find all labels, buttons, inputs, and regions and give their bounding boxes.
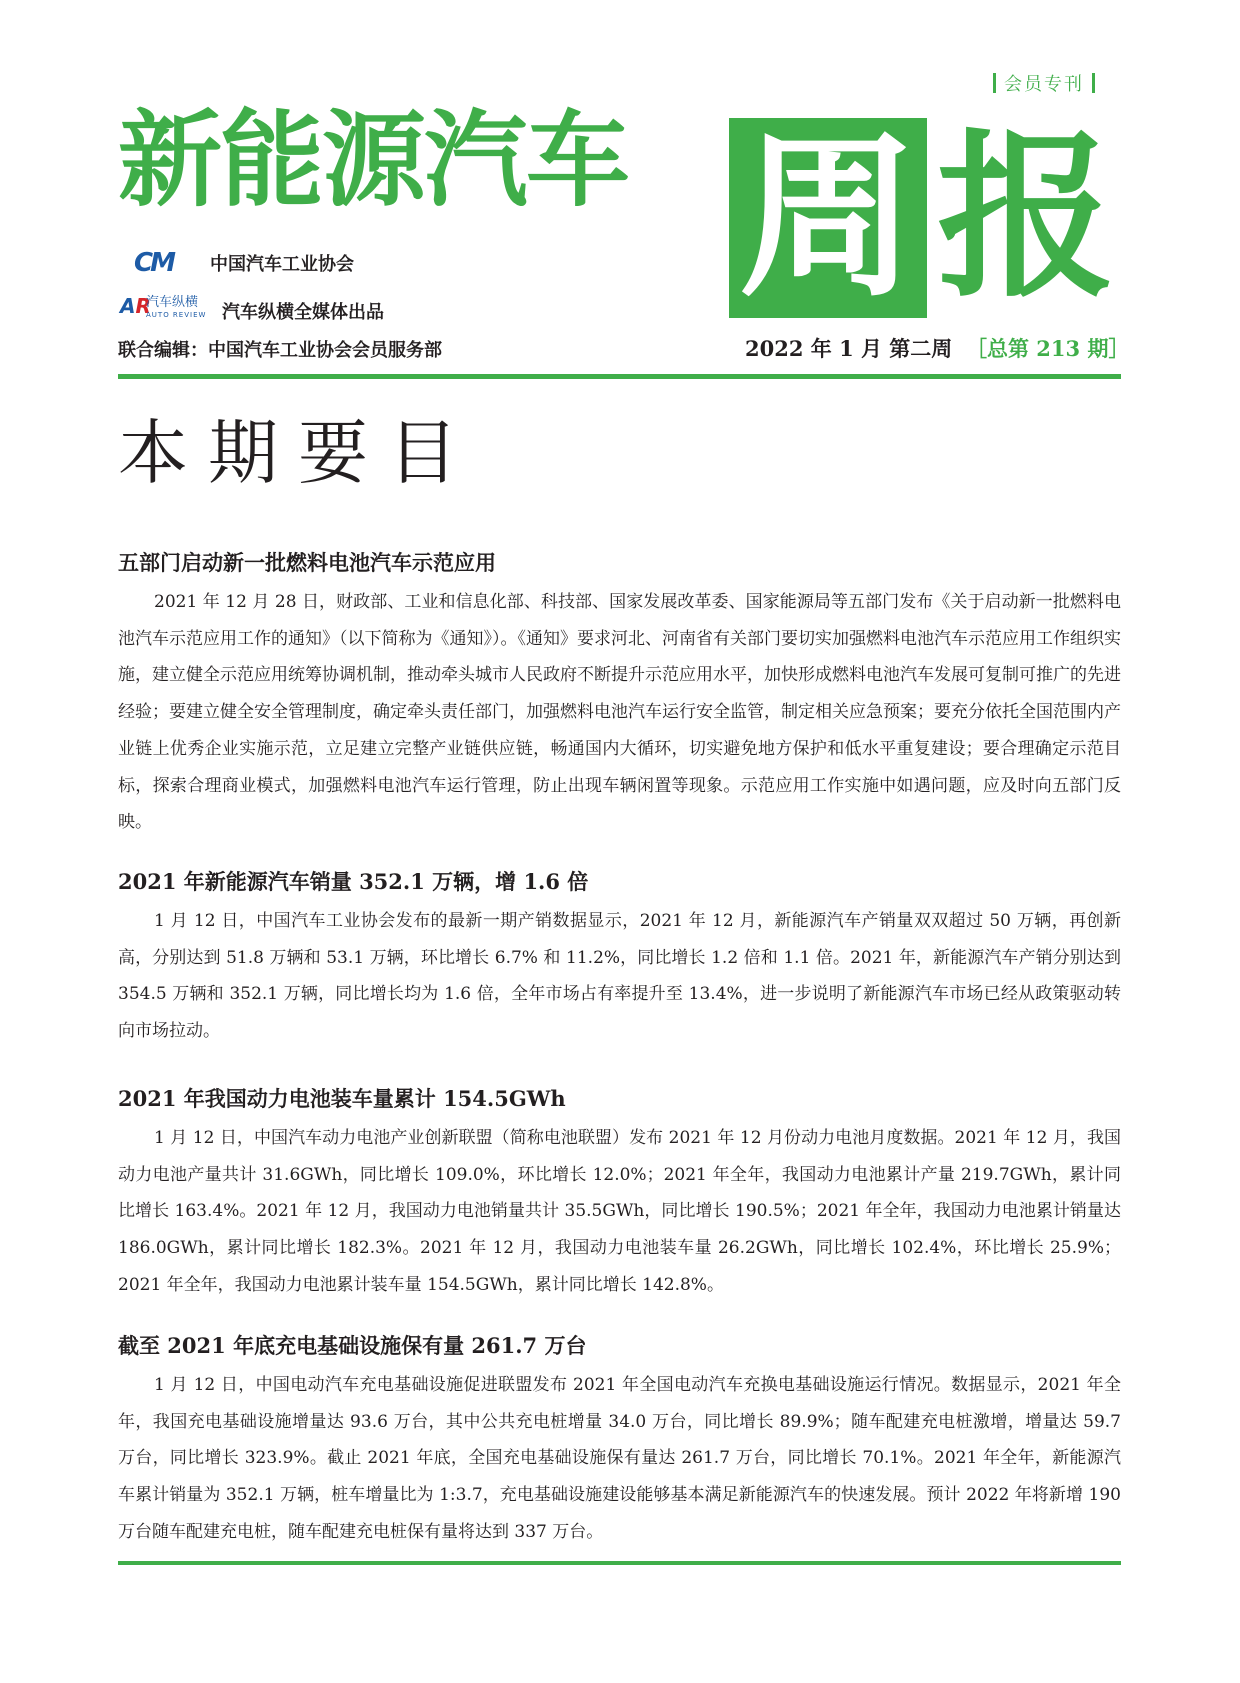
- member-edition-tag: [985, 70, 1103, 96]
- auto-review-logo-en: AUTO REVIEW: [146, 311, 207, 319]
- weekly-banner: [729, 118, 1125, 318]
- article-title: 2021 年新能源汽车销量 352.1 万辆，增 1.6 倍: [118, 869, 589, 894]
- auto-review-logo-cn: 汽车纵横: [146, 295, 199, 310]
- footer-divider: [118, 1561, 1121, 1565]
- article-power-battery: [118, 1084, 1121, 1304]
- joint-editor: 联合编辑：中国汽车工业协会会员服务部: [118, 340, 442, 361]
- tag-bar-left: [993, 73, 996, 93]
- article-body: 1 月 12 日，中国汽车工业协会发布的最新一期产销数据显示，2021 年 12 月，新能源汽车产销量双双超过 50 万辆，再创新高，分别达到 51.8 万辆和 53.1 万辆，环比增长 6.7% 和 11.2%，同比增长 1.2 倍和 1.1 倍。2021 年，新能源汽车产销分别达到 354.5 万辆和 352.1 万辆，同比增长均为 1.6 倍，全年市场占有率提升至 13.4%，进一步说明了新能源汽车市场已经从政策驱动转向市场拉动。: [118, 911, 1121, 1042]
- issue-number: ［总第 213 期］: [966, 336, 1130, 361]
- article-charging-infra: [118, 1331, 1121, 1551]
- section-title: 本期要目: [118, 412, 478, 494]
- newsletter-title: 新能源汽车: [118, 99, 629, 221]
- org-auto-review: 汽车纵横全媒体出品: [222, 302, 384, 323]
- caam-logo-icon: CM: [134, 248, 173, 278]
- weekly-char-zhou: 周: [739, 118, 917, 318]
- article-title: 2021 年我国动力电池装车量累计 154.5GWh: [118, 1086, 566, 1111]
- header-divider: [118, 374, 1121, 379]
- auto-review-logo-icon: [120, 296, 220, 320]
- org-caam: 中国汽车工业协会: [210, 254, 354, 275]
- member-edition-label: 会员专刊: [1004, 74, 1084, 95]
- weekly-char-bao: 报: [927, 118, 1125, 318]
- auto-review-mark: AR: [120, 294, 151, 318]
- issue-date: 2022 年 1 月 第二周: [745, 336, 953, 361]
- article-title: 截至 2021 年底充电基础设施保有量 261.7 万台: [118, 1333, 587, 1358]
- article-body: 1 月 12 日，中国汽车动力电池产业创新联盟（简称电池联盟）发布 2021 年 12 月份动力电池月度数据。2021 年 12 月，我国动力电池产量共计 31.6GWh，同比增长 109.0%，环比增长 12.0%；2021 年全年，我国动力电池累计产量 219.7GWh，累计同比增长 163.4%。2021 年 12 月，我国动力电池销量共计 35.5GWh，同比增长 190.5%；2021 年全年，我国动力电池累计销量达 186.0GWh，累计同比增长 182.3%。2021 年 12 月，我国动力电池装车量 26.2GWh，同比增长 102.4%，环比增长 25.9%；2021 年全年，我国动力电池累计装车量 154.5GWh，累计同比增长 142.8%。: [118, 1128, 1121, 1295]
- article-title: 五部门启动新一批燃料电池汽车示范应用: [118, 550, 496, 575]
- article-body: 1 月 12 日，中国电动汽车充电基础设施促进联盟发布 2021 年全国电动汽车充换电基础设施运行情况。数据显示，2021 年全年，我国充电基础设施增量达 93.6 万台，其中公共充电桩增量 34.0 万台，同比增长 89.9%；随车配建充电桩激增，增量达 59.7 万台，同比增长 323.9%。截止 2021 年底，全国充电基础设施保有量达 261.7 万台，同比增长 70.1%。2021 年全年，新能源汽车累计销量为 352.1 万辆，桩车增量比为 1:3.7，充电基础设施建设能够基本满足新能源汽车的快速发展。预计 2022 年将新增 190 万台随车配建充电桩，随车配建充电桩保有量将达到 337 万台。: [118, 1375, 1121, 1542]
- article-fuel-cell: [118, 548, 1121, 841]
- article-nev-sales: [118, 867, 1121, 1050]
- tag-bar-right: [1092, 73, 1095, 93]
- article-body: 2021 年 12 月 28 日，财政部、工业和信息化部、科技部、国家发展改革委、国家能源局等五部门发布《关于启动新一批燃料电池汽车示范应用工作的通知》（以下简称为《通知》）。《通知》要求河北、河南省有关部门要切实加强燃料电池汽车示范应用工作组织实施，建立健全示范应用统筹协调机制，推动牵头城市人民政府不断提升示范应用水平，加快形成燃料电池汽车发展可复制可推广的先进经验；要建立健全安全管理制度，确定牵头责任部门，加强燃料电池汽车运行安全监管，制定相关应急预案；要充分依托全国范围内产业链上优秀企业实施示范，立足建立完整产业链供应链，畅通国内大循环，切实避免地方保护和低水平重复建设；要合理确定示范目标，探索合理商业模式，加强燃料电池汽车运行管理，防止出现车辆闲置等现象。示范应用工作实施中如遇问题，应及时向五部门反映。: [118, 592, 1121, 833]
